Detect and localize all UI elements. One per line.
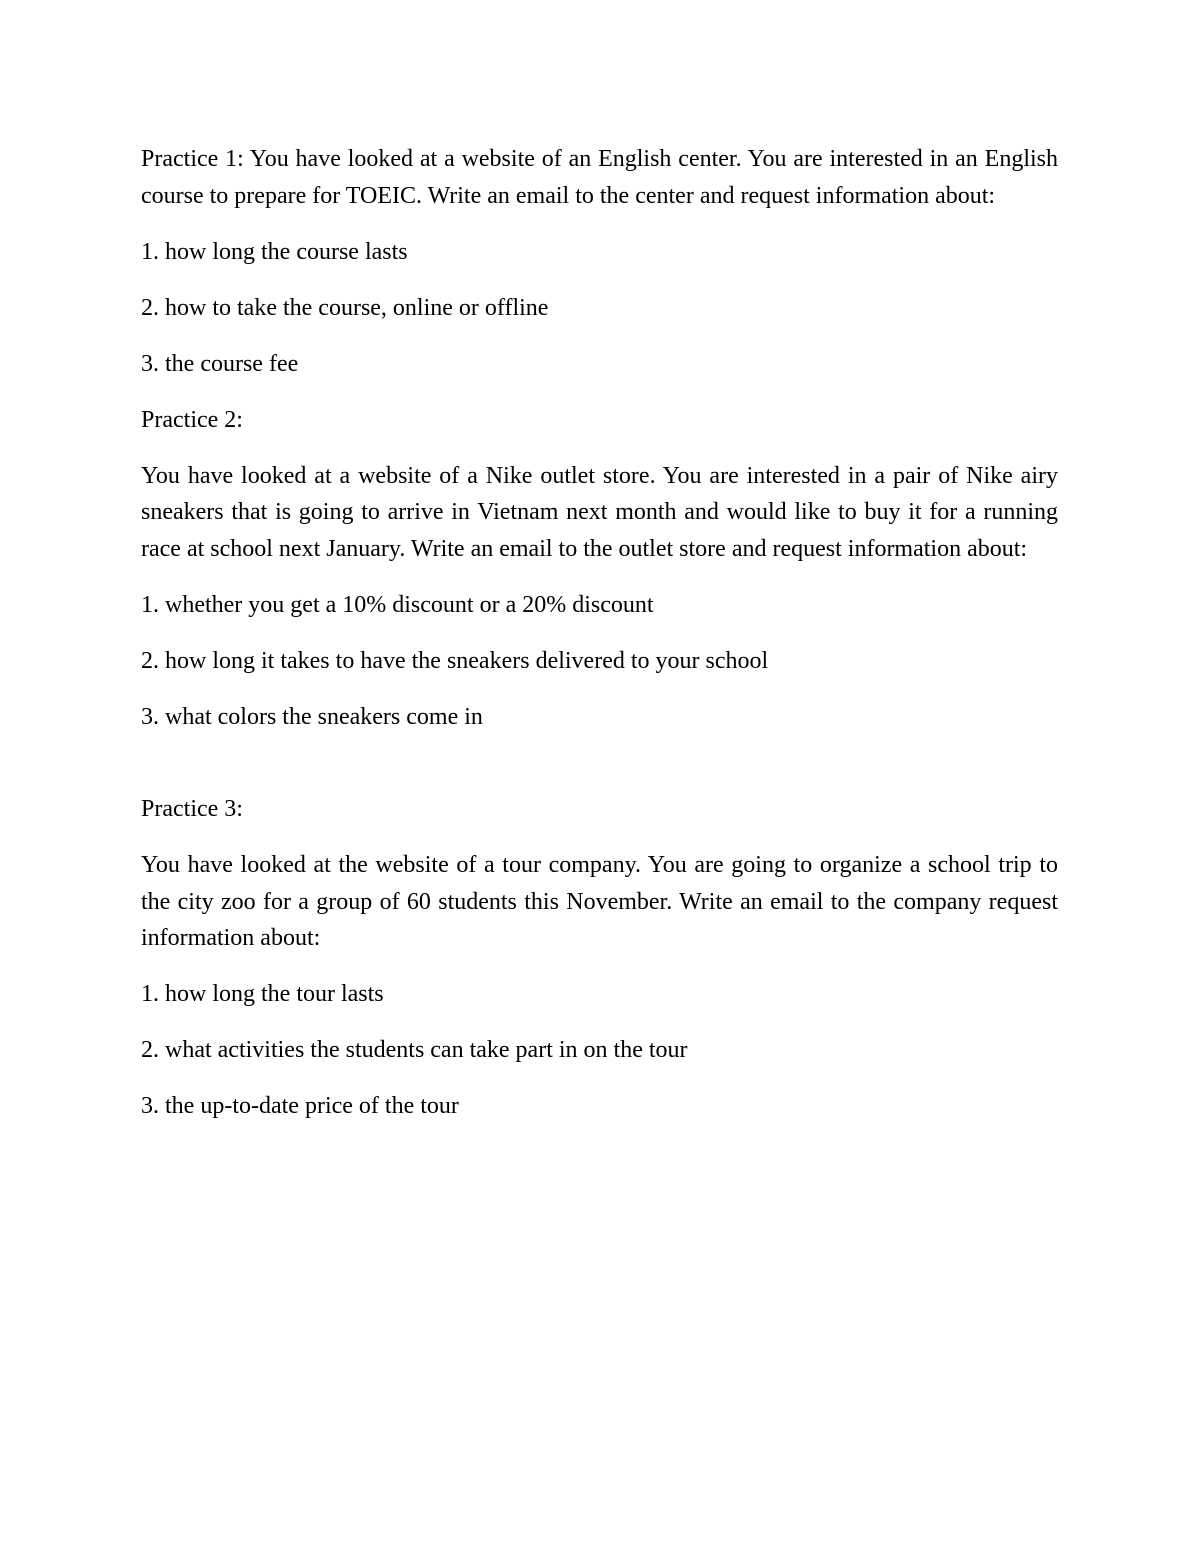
practice-3-heading: Practice 3: — [141, 796, 243, 822]
practice-1-item-2: 2. how to take the course, online or offline — [141, 294, 549, 321]
practice-2-body: You have looked at a website of a Nike outlet store. You are interested in a pair of Nike airy sneakers that is going to arrive in Vietnam next month and would like to buy it for a running race at school next January. Write an email to the outlet store and request information about: — [141, 462, 1058, 562]
practice-3-body: You have looked at the website of a tour company. You are going to organize a school trip to the city zoo for a group of 60 students this November. Write an email to the company request information about: — [141, 852, 1058, 951]
practice-2-heading: Practice 2: — [141, 406, 243, 433]
practice-2-item-1: 1. whether you get a 10% discount or a 20% discount — [141, 591, 654, 618]
document-body — [141, 141, 1058, 1144]
practice-3-item-1: 1. how long the tour lasts — [141, 981, 384, 1007]
practice-2-item-2: 2. how long it takes to have the sneakers delivered to your school — [141, 647, 769, 674]
practice-3-item-2: 2. what activities the students can take part in on the tour — [141, 1037, 688, 1063]
practice-1-intro: Practice 1: You have looked at a website of an English center. You are interested in an English course to prepare for TOEIC. Write an email to the center and request information about: — [141, 146, 1058, 209]
practice-1-item-1: 1. how long the course lasts — [141, 238, 408, 265]
blank-line — [141, 755, 1058, 792]
practice-2-item-3: 3. what colors the sneakers come in — [141, 703, 483, 730]
practice-1-item-3: 3. the course fee — [141, 350, 299, 377]
practice-3-item-3: 3. the up-to-date price of the tour — [141, 1093, 459, 1119]
